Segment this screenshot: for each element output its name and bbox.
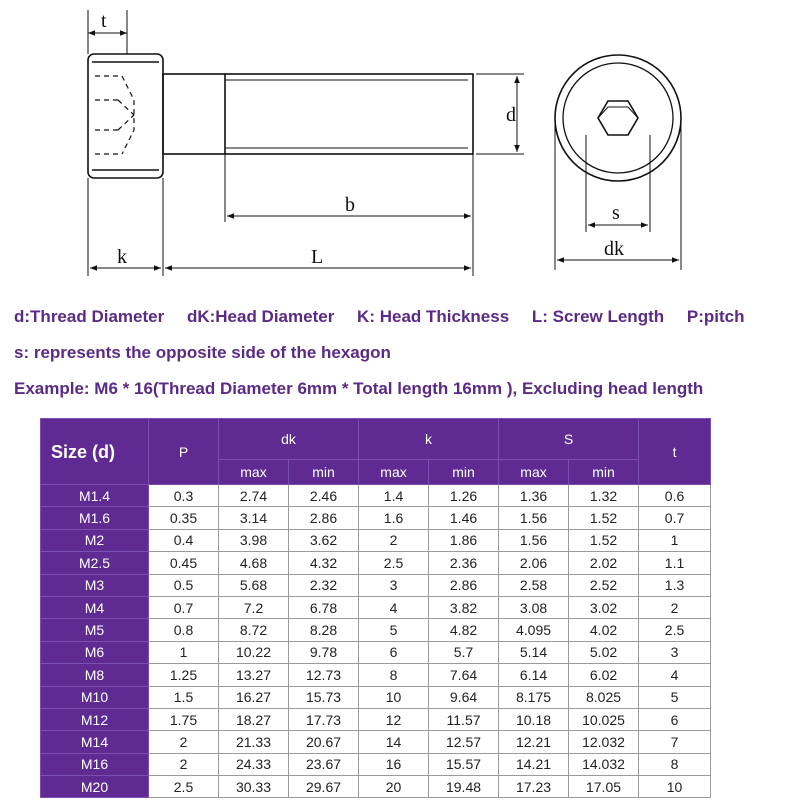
cell-k-min: 4.82 xyxy=(429,619,499,641)
cell-dk-min: 8.28 xyxy=(289,619,359,641)
cell-size: M8 xyxy=(41,664,149,686)
cell-t: 3 xyxy=(639,641,711,663)
cell-dk-max: 10.22 xyxy=(219,641,289,663)
table-row xyxy=(41,485,711,507)
cell-p: 0.7 xyxy=(149,596,219,618)
cell-k-min: 3.82 xyxy=(429,596,499,618)
cell-k-max: 20 xyxy=(359,776,429,798)
cell-s-max: 17.23 xyxy=(499,776,569,798)
cell-dk-min: 2.46 xyxy=(289,485,359,507)
cell-k-max: 5 xyxy=(359,619,429,641)
cell-s-min: 2.02 xyxy=(569,552,639,574)
header-k-min: min xyxy=(429,460,499,485)
cell-size: M10 xyxy=(41,686,149,708)
cell-s-max: 2.58 xyxy=(499,574,569,596)
cell-k-min: 2.36 xyxy=(429,552,499,574)
cell-size: M16 xyxy=(41,753,149,775)
cell-dk-max: 24.33 xyxy=(219,753,289,775)
header-dk: dk xyxy=(219,419,359,460)
table-row xyxy=(41,641,711,663)
cell-p: 0.4 xyxy=(149,529,219,551)
table-row xyxy=(41,664,711,686)
cell-t: 4 xyxy=(639,664,711,686)
cell-p: 0.5 xyxy=(149,574,219,596)
cell-p: 0.35 xyxy=(149,507,219,529)
cell-s-min: 17.05 xyxy=(569,776,639,798)
cell-p: 2.5 xyxy=(149,776,219,798)
cell-s-max: 8.175 xyxy=(499,686,569,708)
cell-dk-max: 4.68 xyxy=(219,552,289,574)
cell-dk-max: 18.27 xyxy=(219,708,289,730)
cell-k-max: 1.4 xyxy=(359,485,429,507)
cell-dk-min: 12.73 xyxy=(289,664,359,686)
cell-s-min: 10.025 xyxy=(569,708,639,730)
legend-thread-diameter: d:Thread Diameter xyxy=(14,307,165,326)
table-row xyxy=(41,753,711,775)
cell-size: M2 xyxy=(41,529,149,551)
cell-s-min: 2.52 xyxy=(569,574,639,596)
cell-s-min: 3.02 xyxy=(569,596,639,618)
cell-t: 2 xyxy=(639,596,711,618)
cell-s-max: 14.21 xyxy=(499,753,569,775)
cell-size: M6 xyxy=(41,641,149,663)
header-t: t xyxy=(639,419,711,485)
label-b: b xyxy=(345,194,355,216)
header-dk-min: min xyxy=(289,460,359,485)
table-row xyxy=(41,574,711,596)
cell-dk-min: 3.62 xyxy=(289,529,359,551)
cell-dk-max: 13.27 xyxy=(219,664,289,686)
cell-k-max: 12 xyxy=(359,708,429,730)
cell-size: M12 xyxy=(41,708,149,730)
cell-t: 2.5 xyxy=(639,619,711,641)
cell-dk-min: 23.67 xyxy=(289,753,359,775)
header-k-max: max xyxy=(359,460,429,485)
cell-s-max: 12.21 xyxy=(499,731,569,753)
cell-k-min: 1.86 xyxy=(429,529,499,551)
cell-dk-max: 16.27 xyxy=(219,686,289,708)
legend-head-diameter: dK:Head Diameter xyxy=(186,307,335,326)
cell-s-min: 4.02 xyxy=(569,619,639,641)
cell-p: 1.5 xyxy=(149,686,219,708)
cell-dk-max: 21.33 xyxy=(219,731,289,753)
cell-s-min: 8.025 xyxy=(569,686,639,708)
cell-dk-max: 3.98 xyxy=(219,529,289,551)
cell-s-max: 3.08 xyxy=(499,596,569,618)
cell-p: 1 xyxy=(149,641,219,663)
cell-s-max: 2.06 xyxy=(499,552,569,574)
legend-definitions xyxy=(14,307,762,327)
cell-dk-min: 2.86 xyxy=(289,507,359,529)
screw-shank-outline xyxy=(163,74,473,154)
cell-t: 1.1 xyxy=(639,552,711,574)
cell-k-min: 2.86 xyxy=(429,574,499,596)
cell-s-max: 1.36 xyxy=(499,485,569,507)
size-spec-table xyxy=(40,418,711,798)
extension-lines xyxy=(88,10,681,276)
cell-k-min: 15.57 xyxy=(429,753,499,775)
table-row xyxy=(41,552,711,574)
table-row xyxy=(41,507,711,529)
table-row xyxy=(41,529,711,551)
cell-dk-min: 29.67 xyxy=(289,776,359,798)
cell-dk-min: 9.78 xyxy=(289,641,359,663)
cell-dk-min: 6.78 xyxy=(289,596,359,618)
table-row xyxy=(41,686,711,708)
table-row xyxy=(41,596,711,618)
cell-size: M3 xyxy=(41,574,149,596)
table-row xyxy=(41,776,711,798)
cell-p: 1.25 xyxy=(149,664,219,686)
table-row xyxy=(41,708,711,730)
cell-dk-min: 15.73 xyxy=(289,686,359,708)
label-d: d xyxy=(506,104,516,126)
cell-p: 2 xyxy=(149,731,219,753)
cell-k-max: 8 xyxy=(359,664,429,686)
label-s: s xyxy=(612,202,620,224)
cell-k-min: 9.64 xyxy=(429,686,499,708)
cell-t: 1.3 xyxy=(639,574,711,596)
cell-p: 1.75 xyxy=(149,708,219,730)
cell-dk-max: 30.33 xyxy=(219,776,289,798)
cell-s-min: 1.52 xyxy=(569,529,639,551)
cell-p: 0.45 xyxy=(149,552,219,574)
cell-dk-max: 7.2 xyxy=(219,596,289,618)
cell-s-max: 1.56 xyxy=(499,507,569,529)
cell-s-min: 6.02 xyxy=(569,664,639,686)
cell-s-min: 1.32 xyxy=(569,485,639,507)
cell-t: 6 xyxy=(639,708,711,730)
cell-k-max: 14 xyxy=(359,731,429,753)
legend-example: Example: M6 * 16(Thread Diameter 6mm * Total length 16mm ), Excluding head length xyxy=(14,379,704,398)
cell-s-max: 10.18 xyxy=(499,708,569,730)
cell-dk-max: 2.74 xyxy=(219,485,289,507)
cell-t: 5 xyxy=(639,686,711,708)
cell-k-max: 6 xyxy=(359,641,429,663)
cell-size: M1.6 xyxy=(41,507,149,529)
cell-k-max: 2 xyxy=(359,529,429,551)
cell-size: M2.5 xyxy=(41,552,149,574)
header-dk-max: max xyxy=(219,460,289,485)
cell-dk-min: 17.73 xyxy=(289,708,359,730)
cell-t: 1 xyxy=(639,529,711,551)
cell-dk-min: 2.32 xyxy=(289,574,359,596)
cell-s-max: 4.095 xyxy=(499,619,569,641)
cell-k-max: 16 xyxy=(359,753,429,775)
cell-dk-max: 5.68 xyxy=(219,574,289,596)
cell-s-min: 1.52 xyxy=(569,507,639,529)
cell-s-min: 5.02 xyxy=(569,641,639,663)
label-k: k xyxy=(117,246,127,268)
cell-size: M4 xyxy=(41,596,149,618)
dimension-lines xyxy=(88,33,679,268)
cell-k-max: 2.5 xyxy=(359,552,429,574)
cell-dk-max: 8.72 xyxy=(219,619,289,641)
header-p: P xyxy=(149,419,219,485)
cell-size: M1.4 xyxy=(41,485,149,507)
cell-k-max: 3 xyxy=(359,574,429,596)
cell-size: M14 xyxy=(41,731,149,753)
label-dk: dk xyxy=(604,238,624,260)
label-t: t xyxy=(101,10,107,32)
legend-hexagon-note: s: represents the opposite side of the hexagon xyxy=(14,343,391,362)
legend-screw-length: L: Screw Length xyxy=(531,307,665,326)
cell-t: 10 xyxy=(639,776,711,798)
legend-head-thickness: K: Head Thickness xyxy=(357,307,510,326)
cell-k-max: 10 xyxy=(359,686,429,708)
cell-t: 8 xyxy=(639,753,711,775)
cell-s-max: 6.14 xyxy=(499,664,569,686)
cell-s-min: 14.032 xyxy=(569,753,639,775)
cell-p: 2 xyxy=(149,753,219,775)
cell-p: 0.8 xyxy=(149,619,219,641)
cell-dk-min: 20.67 xyxy=(289,731,359,753)
header-s-min: min xyxy=(569,460,639,485)
cell-dk-max: 3.14 xyxy=(219,507,289,529)
label-L: L xyxy=(311,246,324,268)
cell-p: 0.3 xyxy=(149,485,219,507)
table-row xyxy=(41,619,711,641)
header-s: S xyxy=(499,419,639,460)
screw-head-outline xyxy=(88,54,163,178)
cell-t: 0.7 xyxy=(639,507,711,529)
cell-k-min: 12.57 xyxy=(429,731,499,753)
cell-size: M5 xyxy=(41,619,149,641)
cell-size: M20 xyxy=(41,776,149,798)
cell-k-min: 11.57 xyxy=(429,708,499,730)
cell-k-min: 7.64 xyxy=(429,664,499,686)
cell-k-min: 1.26 xyxy=(429,485,499,507)
end-view-outer-circle xyxy=(555,55,681,181)
spec-table-body xyxy=(41,485,711,798)
cell-k-max: 1.6 xyxy=(359,507,429,529)
table-row xyxy=(41,731,711,753)
hex-socket-hidden-lines xyxy=(95,76,134,154)
cell-t: 7 xyxy=(639,731,711,753)
cell-k-min: 19.48 xyxy=(429,776,499,798)
header-s-max: max xyxy=(499,460,569,485)
cell-s-min: 12.032 xyxy=(569,731,639,753)
legend-pitch: P:pitch xyxy=(686,307,745,326)
cell-dk-min: 4.32 xyxy=(289,552,359,574)
cell-s-max: 1.56 xyxy=(499,529,569,551)
header-k: k xyxy=(359,419,499,460)
cell-s-max: 5.14 xyxy=(499,641,569,663)
screw-technical-drawing xyxy=(0,0,800,290)
cell-k-max: 4 xyxy=(359,596,429,618)
cell-t: 0.6 xyxy=(639,485,711,507)
end-view-inner-circle xyxy=(563,63,673,173)
cell-k-min: 1.46 xyxy=(429,507,499,529)
header-size: Size (d) xyxy=(41,419,149,485)
cell-k-min: 5.7 xyxy=(429,641,499,663)
end-view-hex-socket xyxy=(598,101,638,135)
